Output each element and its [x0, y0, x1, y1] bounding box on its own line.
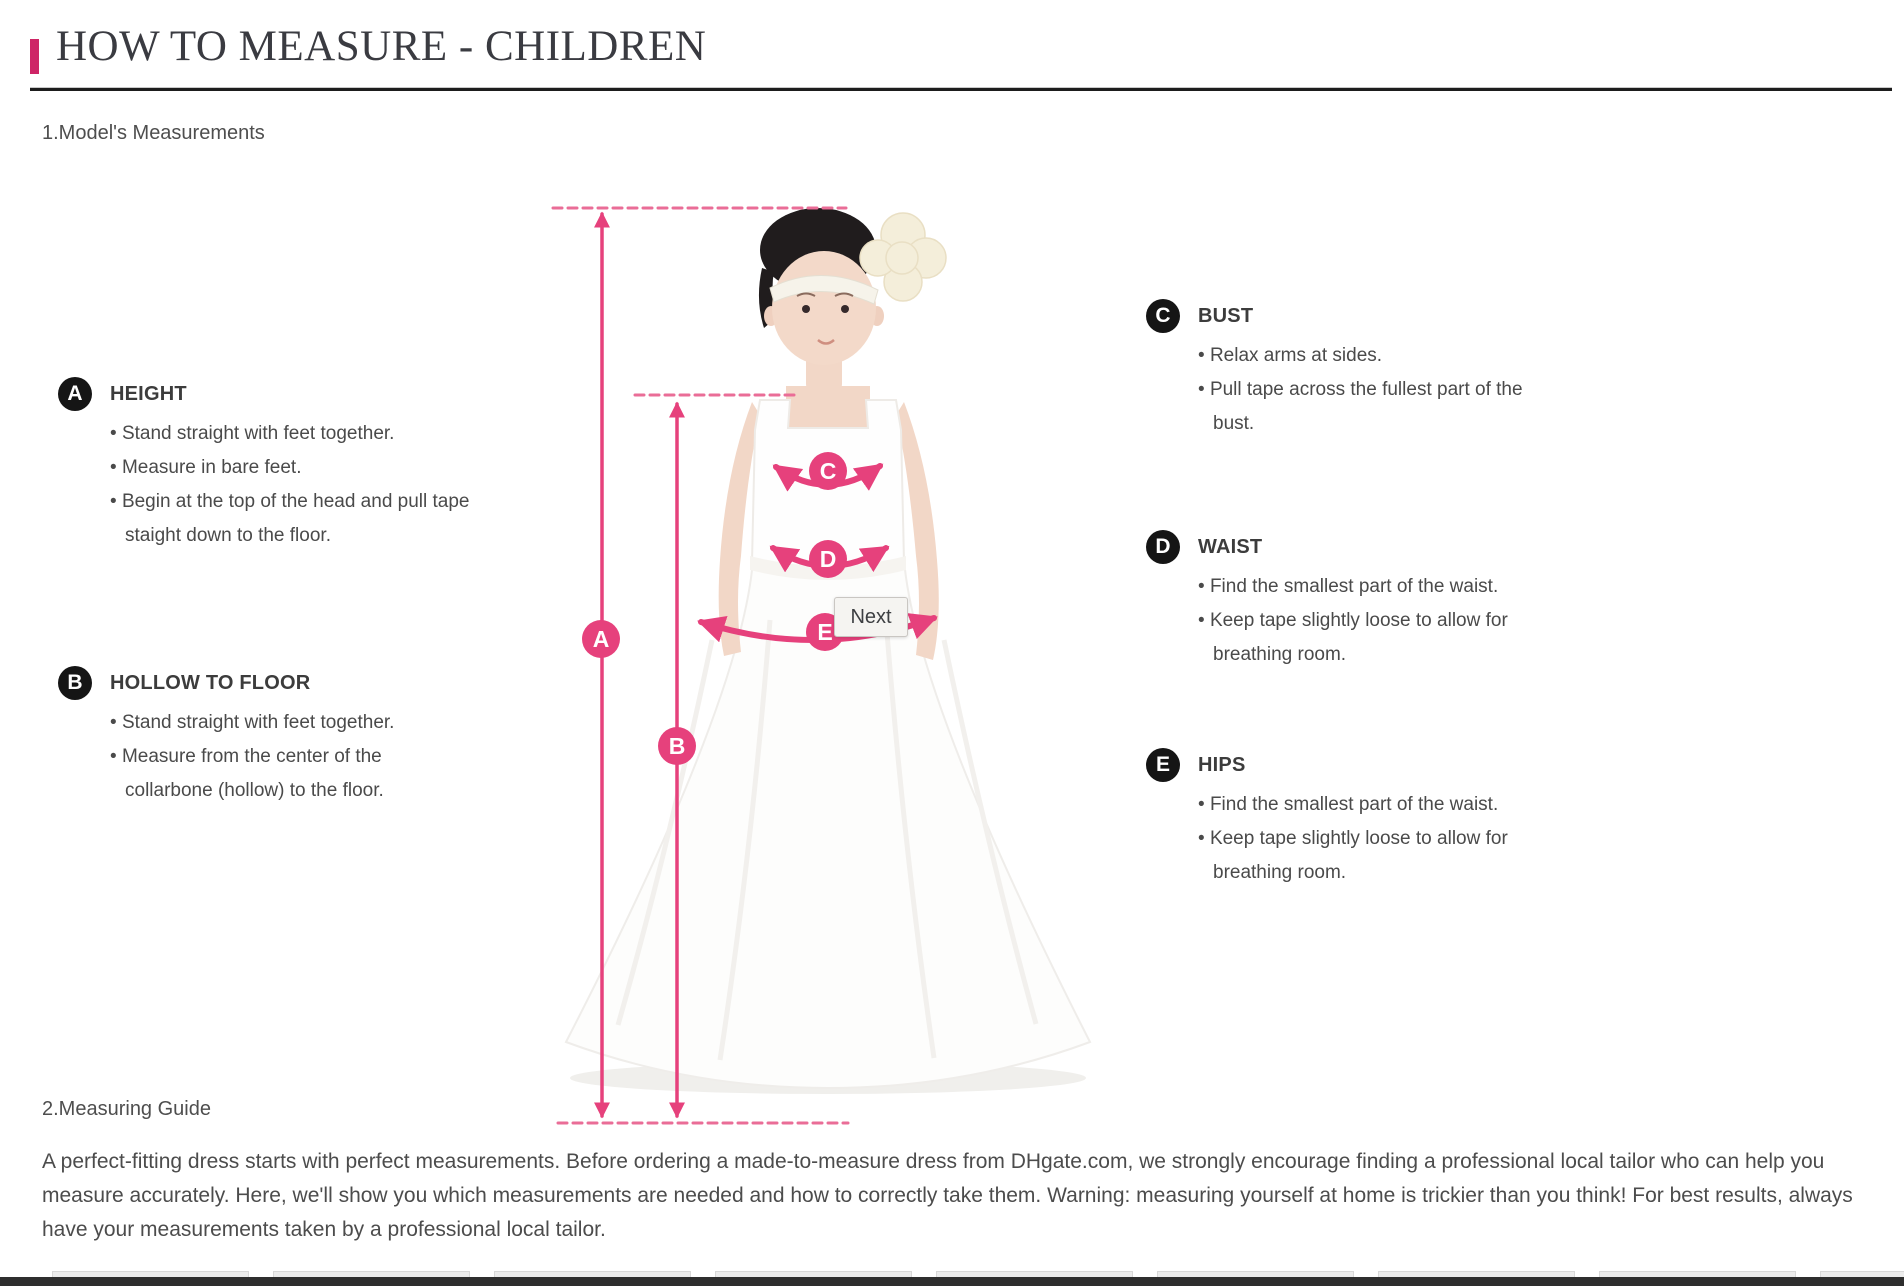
bullet-item: • Find the smallest part of the waist.	[1198, 788, 1563, 822]
measurement-diagram	[470, 160, 1150, 1140]
badge-c: C	[1146, 299, 1180, 333]
section-heading-measuring-guide: 2.Measuring Guide	[42, 1098, 211, 1120]
badge-a: A	[58, 377, 92, 411]
section-title-hips: HIPS	[1198, 753, 1246, 776]
badge-e: E	[1146, 748, 1180, 782]
header-divider	[30, 87, 1892, 91]
bullet-item: • Measure from the center of the collarbone (hollow) to the floor.	[110, 740, 440, 808]
bullet-item: • Stand straight with feet together.	[110, 706, 440, 740]
bust-bullet-list	[1198, 339, 1538, 441]
badge-b: B	[58, 666, 92, 700]
hollow-to-floor-bullet-list	[110, 706, 440, 808]
bullet-item: • Keep tape slightly loose to allow for breathing room.	[1198, 822, 1563, 890]
bullet-item: • Measure in bare feet.	[110, 451, 470, 485]
section-title-waist: WAIST	[1198, 535, 1263, 558]
section-title-height: HEIGHT	[110, 382, 187, 405]
badge-d: D	[1146, 530, 1180, 564]
diagram-label-c: C	[819, 458, 837, 484]
measure-section-waist	[1146, 530, 1563, 672]
page-title: HOW TO MEASURE - CHILDREN	[56, 23, 707, 70]
diagram-label-a: A	[592, 626, 610, 652]
section-title-bust: BUST	[1198, 304, 1254, 327]
bullet-item: • Relax arms at sides.	[1198, 339, 1538, 373]
waist-bullet-list	[1198, 570, 1563, 672]
section-title-hollow-to-floor: HOLLOW TO FLOOR	[110, 671, 311, 694]
bullet-item: • Find the smallest part of the waist.	[1198, 570, 1563, 604]
measure-section-hollow-to-floor	[58, 666, 440, 808]
measure-section-bust	[1146, 299, 1538, 441]
hips-bullet-list	[1198, 788, 1563, 890]
diagram-label-e: E	[817, 619, 833, 645]
bullet-item: • Keep tape slightly loose to allow for breathing room.	[1198, 604, 1563, 672]
bullet-item: • Pull tape across the fullest part of the bust.	[1198, 373, 1538, 441]
girl-model-illustration	[566, 208, 1090, 1094]
bottom-section-bar	[0, 1277, 1904, 1286]
diagram-label-b: B	[668, 733, 686, 759]
measuring-guide-paragraph: A perfect-fitting dress starts with perfect measurements. Before ordering a made-to-measure dress from DHgate.com, we strongly encourage finding a professional local tailor who can help you measure accurately. Here, we'll show you which measurements are needed and how to correctly take them. Warning: measuring yourself at home is trickier than you think! For best results, always have your measurements taken by a professional local tailor.	[42, 1150, 1853, 1241]
height-bullet-list	[110, 417, 470, 553]
bullet-item: • Stand straight with feet together.	[110, 417, 470, 451]
measure-section-height	[58, 377, 470, 553]
section-heading-model-measurements: 1.Model's Measurements	[42, 122, 265, 144]
measure-section-hips	[1146, 748, 1563, 890]
title-accent-bar	[30, 39, 39, 74]
bullet-item: • Begin at the top of the head and pull tape staight down to the floor.	[110, 485, 470, 553]
diagram-label-d: D	[819, 546, 837, 572]
next-button[interactable]: Next	[834, 597, 908, 637]
